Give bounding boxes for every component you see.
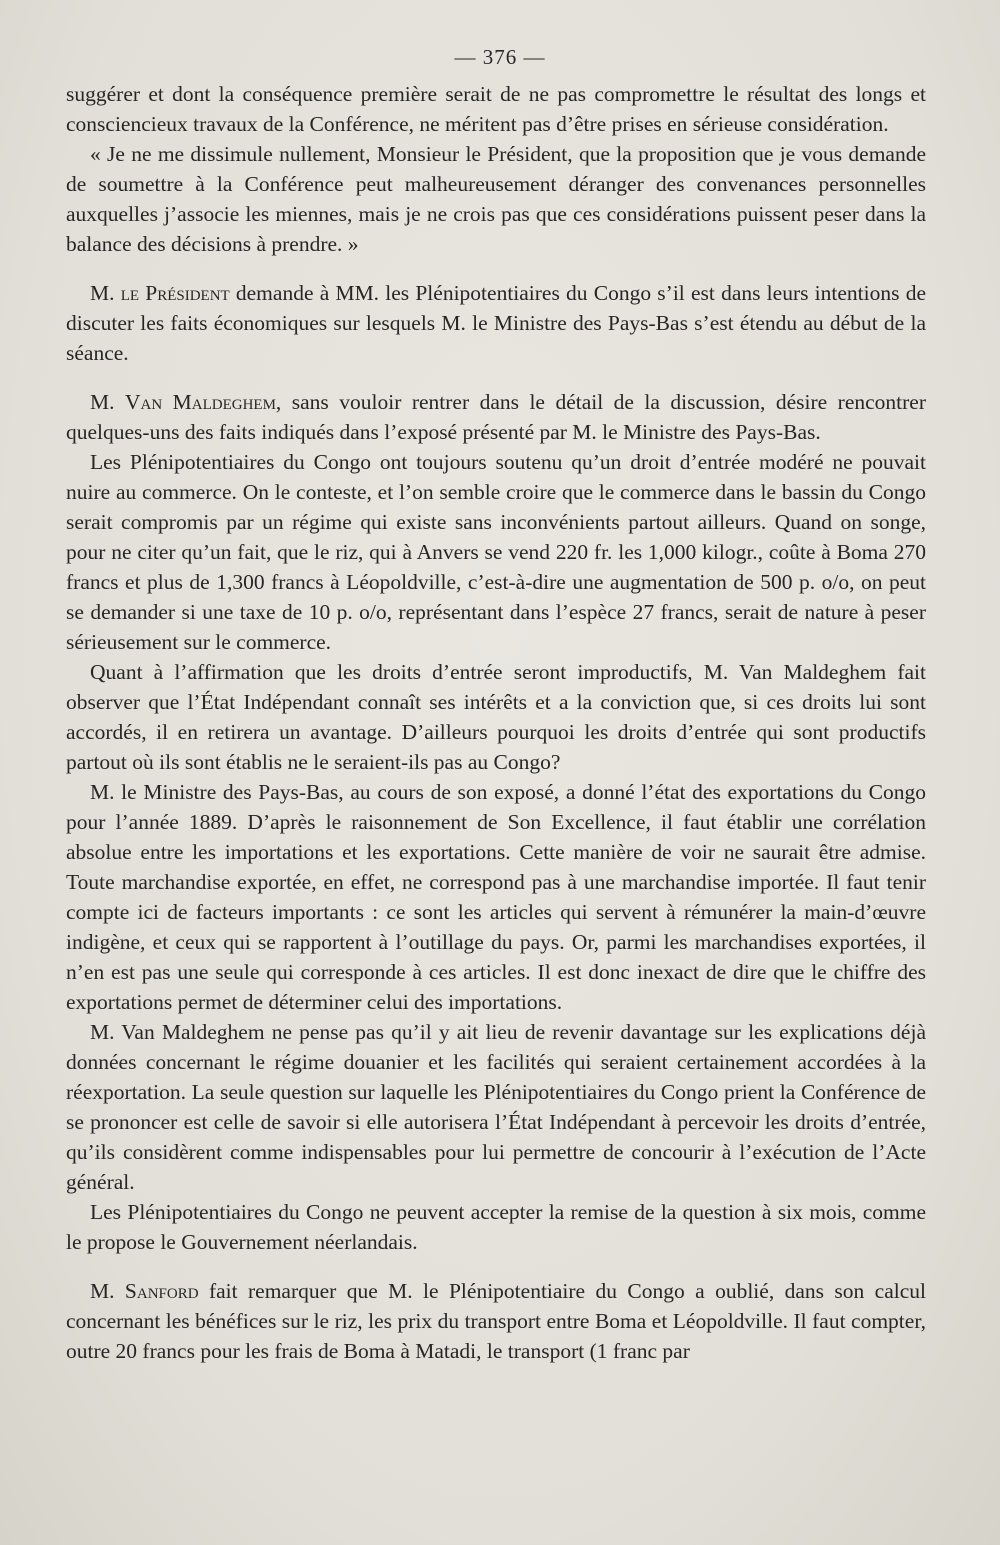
paragraph-regime: M. Van Maldeghem ne pense pas qu’il y ait lieu de revenir davantage sur les explications déjà données concernant le régime douanier et les facilités qui seraient certainement accordées à la réexportation. La seule question sur laquelle les Plénipotentiaires du Congo prient la Conférence de se prononcer est celle de savoir si elle autorisera l’État Indépendant à percevoir les droits d’entrée, qu’ils considèrent comme indispensables pour lui permettre de concourir à l’exécution de l’Acte général.: [66, 1020, 926, 1194]
paragraph-exportations: M. le Ministre des Pays-Bas, au cours de son exposé, a donné l’état des exportations du Congo pour l’année 1889. D’après le raisonnement de Son Excellence, il faut établir une corrélation absolue entre les importations et les exportations. Cette manière de voir ne saurait être admise. Toute marchandise exportée, en effet, ne correspond pas à une marchandise importée. Il faut tenir compte ici de facteurs importants : ce sont les articles qui servent à rémunérer la main-d’œuvre indigène, et ceux qui se rapportent à l’outillage du pays. Or, parmi les marchandises exportées, il n’en est pas une seule qui corresponde à ces articles. Il est donc inexact de dire que le chiffre des exportations permet de déterminer celui des importations.: [66, 780, 926, 1014]
paragraph-text: , sans vouloir rentrer dans le détail de la discussion, désire rencontrer quelques-uns des faits indiqués dans l’exposé présenté par M. le Ministre des Pays-Bas.: [66, 390, 926, 444]
speaker-name: Sanford: [124, 1279, 199, 1303]
paragraph-commerce: Les Plénipotentiaires du Congo ont toujours soutenu qu’un droit d’entrée modéré ne pouvait nuire au commerce. On le conteste, et l’on semble croire que le commerce dans le bassin du Congo serait compromis par un régime qui existe sans inconvénients partout ailleurs. Quand on songe, pour ne citer qu’un fait, que le riz, qui à Anvers se vend 220 fr. les 1,000 kilogr., coûte à Boma 270 francs et plus de 1,300 francs à Léopoldville, c’est-à-dire une augmentation de 500 p. o/o, on peut se demander si une taxe de 10 p. o/o, représentant dans l’espèce 27 francs, serait de nature à peser sérieusement sur le commerce.: [66, 450, 926, 654]
speaker-name: le Président: [120, 281, 230, 305]
paragraph-continuation: suggérer et dont la conséquence première serait de ne pas compromettre le résultat des longs et consciencieux travaux de la Conférence, ne méritent pas d’être prises en sérieuse considération.: [66, 82, 926, 136]
paragraph-van-maldeghem: [66, 387, 926, 447]
paragraph-remise: Les Plénipotentiaires du Congo ne peuvent accepter la remise de la question à six mois, comme le propose le Gouvernement néerlandais.: [66, 1200, 926, 1254]
paragraph-quote: « Je ne me dissimule nullement, Monsieur le Président, que la proposition que je vous demande de soumettre à la Conférence peut malheureusement déranger des convenances personnelles auxquelles j’associe les miennes, mais je ne crois pas que ces considérations puissent peser dans la balance des décisions à prendre. »: [66, 142, 926, 256]
speaker-name: Van Maldeghem: [124, 390, 276, 414]
speaker-prefix: M.: [90, 281, 121, 305]
body-text: [66, 79, 926, 1366]
paragraph-droits: Quant à l’affirmation que les droits d’entrée seront improductifs, M. Van Maldeghem fait observer que l’État Indépendant connaît ses intérêts et a la conviction que, si ces droits lui sont accordés, il en retirera un avantage. D’ailleurs pourquoi les droits d’entrée qui sont productifs partout où ils sont établis ne le seraient-ils pas au Congo?: [66, 660, 926, 774]
speaker-prefix: M.: [90, 1279, 125, 1303]
paragraph-text: demande à MM. les Plénipotentiaires du Congo s’il est dans leurs intentions de discuter les faits économiques sur lesquels M. le Ministre des Pays-Bas s’est étendu au début de la séance.: [66, 281, 926, 365]
paragraph-text: fait remarquer que M. le Plénipotentiaire du Congo a oublié, dans son calcul concernant les bénéfices sur le riz, les prix du transport entre Boma et Léopoldville. Il faut compter, outre 20 francs pour les frais de Boma à Matadi, le transport (1 franc par: [66, 1279, 926, 1363]
paragraph-president: [66, 278, 926, 368]
page-number: — 376 —: [454, 45, 546, 69]
paragraph-sanford: [66, 1276, 926, 1366]
speaker-prefix: M.: [90, 390, 125, 414]
